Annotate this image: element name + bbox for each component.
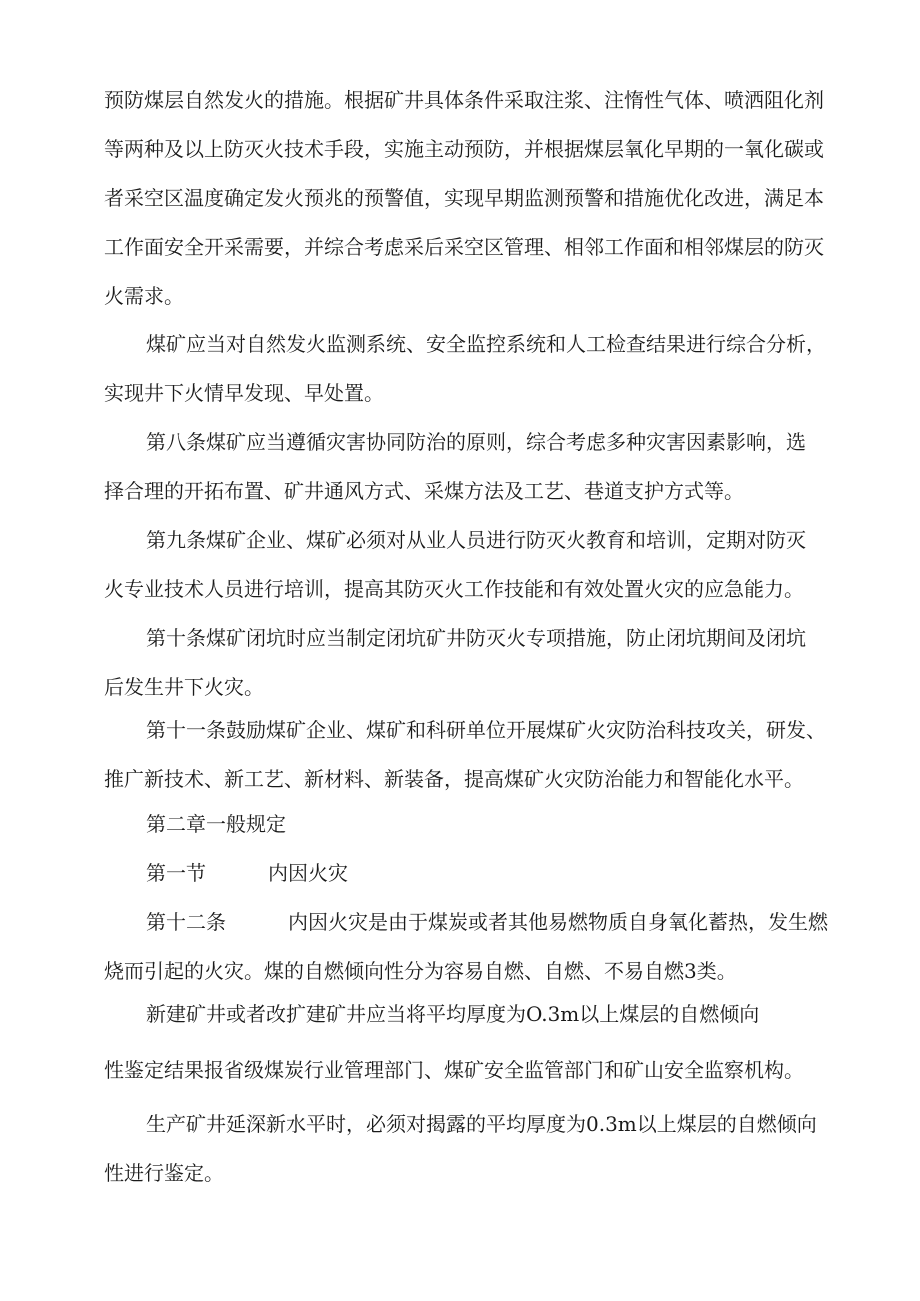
text-line: 第九条煤矿企业、煤矿必须对从业人员进行防灭火教育和培训，定期对防灭 bbox=[146, 528, 806, 552]
chapter-heading bbox=[104, 800, 824, 849]
text-line: 第八条煤矿应当遵循灾害协同防治的原则，综合考虑多种灾害因素影响，选 bbox=[146, 430, 806, 454]
text-line: 预防煤层自然发火的措施。根据矿井具体条件采取注浆、注惰性气体、喷洒阻化剂 bbox=[104, 88, 824, 112]
paragraph-article-12 bbox=[104, 898, 828, 996]
text-line: 火专业技术人员进行培训，提高其防灭火工作技能和有效处置火灾的应急能力。 bbox=[104, 577, 804, 601]
text-line: 第十一条鼓励煤矿企业、煤矿和科研单位开展煤矿火灾防治科技攻关，研发、 bbox=[146, 718, 826, 742]
text-line: 等两种及以上防灭火技术手段，实施主动预防，并根据煤层氧化早期的一氧化碳或 bbox=[104, 137, 824, 161]
chapter-title: 第二章一般规定 bbox=[146, 812, 286, 836]
paragraph-article-8 bbox=[104, 418, 824, 516]
section-title: 内因火灾 bbox=[268, 861, 348, 885]
text-line: 实现井下火情早发现、早处置。 bbox=[104, 381, 384, 405]
text-line: 煤矿应当对自然发火监测系统、安全监控系统和人工检查结果进行综合分析， bbox=[146, 332, 826, 356]
text-line: 生产矿井延深新水平时，必须对揭露的平均厚度为0.3m以上煤层的自燃倾向 bbox=[146, 1112, 817, 1136]
paragraph-comprehensive-analysis bbox=[104, 320, 824, 418]
article-number: 第十二条 bbox=[146, 910, 226, 934]
paragraph-new-mine-identification bbox=[104, 990, 824, 1039]
text-line: 第十条煤矿闭坑时应当制定闭坑矿井防灭火专项措施，防止闭坑期间及闭坑 bbox=[146, 626, 806, 650]
section-number: 第一节 bbox=[146, 861, 206, 885]
text-line: 烧而引起的火灾。煤的自燃倾向性分为容易自燃、自燃、不易自燃3类。 bbox=[104, 959, 737, 983]
text-line: 新建矿井或者改扩建矿井应当将平均厚度为O.3m以上煤层的自燃倾向 bbox=[146, 1002, 760, 1026]
text-line: 性鉴定结果报省级煤炭行业管理部门、煤矿安全监管部门和矿山安全监察机构。 bbox=[104, 1058, 804, 1082]
text-line: 者采空区温度确定发火预兆的预警值，实现早期监测预警和措施优化改进，满足本 bbox=[104, 186, 824, 210]
text-line: 择合理的开拓布置、矿井通风方式、采煤方法及工艺、巷道支护方式等。 bbox=[104, 479, 744, 503]
paragraph-production-mine-identification bbox=[104, 1100, 824, 1198]
paragraph-fire-prevention-measures bbox=[104, 76, 824, 321]
text-line: 后发生井下火灾。 bbox=[104, 675, 264, 699]
section-line bbox=[104, 849, 824, 898]
paragraph-article-10 bbox=[104, 614, 824, 712]
text-line: 火需求。 bbox=[104, 284, 184, 308]
text-line: 性进行鉴定。 bbox=[104, 1161, 224, 1185]
text-line: 推广新技术、新工艺、新材料、新装备，提高煤矿火灾防治能力和智能化水平。 bbox=[104, 767, 804, 791]
text-line: 工作面安全开采需要，并综合考虑采后采空区管理、相邻工作面和相邻煤层的防灭 bbox=[104, 235, 824, 259]
paragraph-article-9 bbox=[104, 516, 824, 614]
paragraph-report-results bbox=[104, 1046, 824, 1095]
text-line bbox=[104, 898, 828, 947]
section-heading bbox=[104, 849, 824, 898]
paragraph-article-11 bbox=[104, 706, 824, 804]
article-text: 内因火灾是由于煤炭或者其他易燃物质自身氧化蓄热，发生燃 bbox=[288, 910, 828, 934]
